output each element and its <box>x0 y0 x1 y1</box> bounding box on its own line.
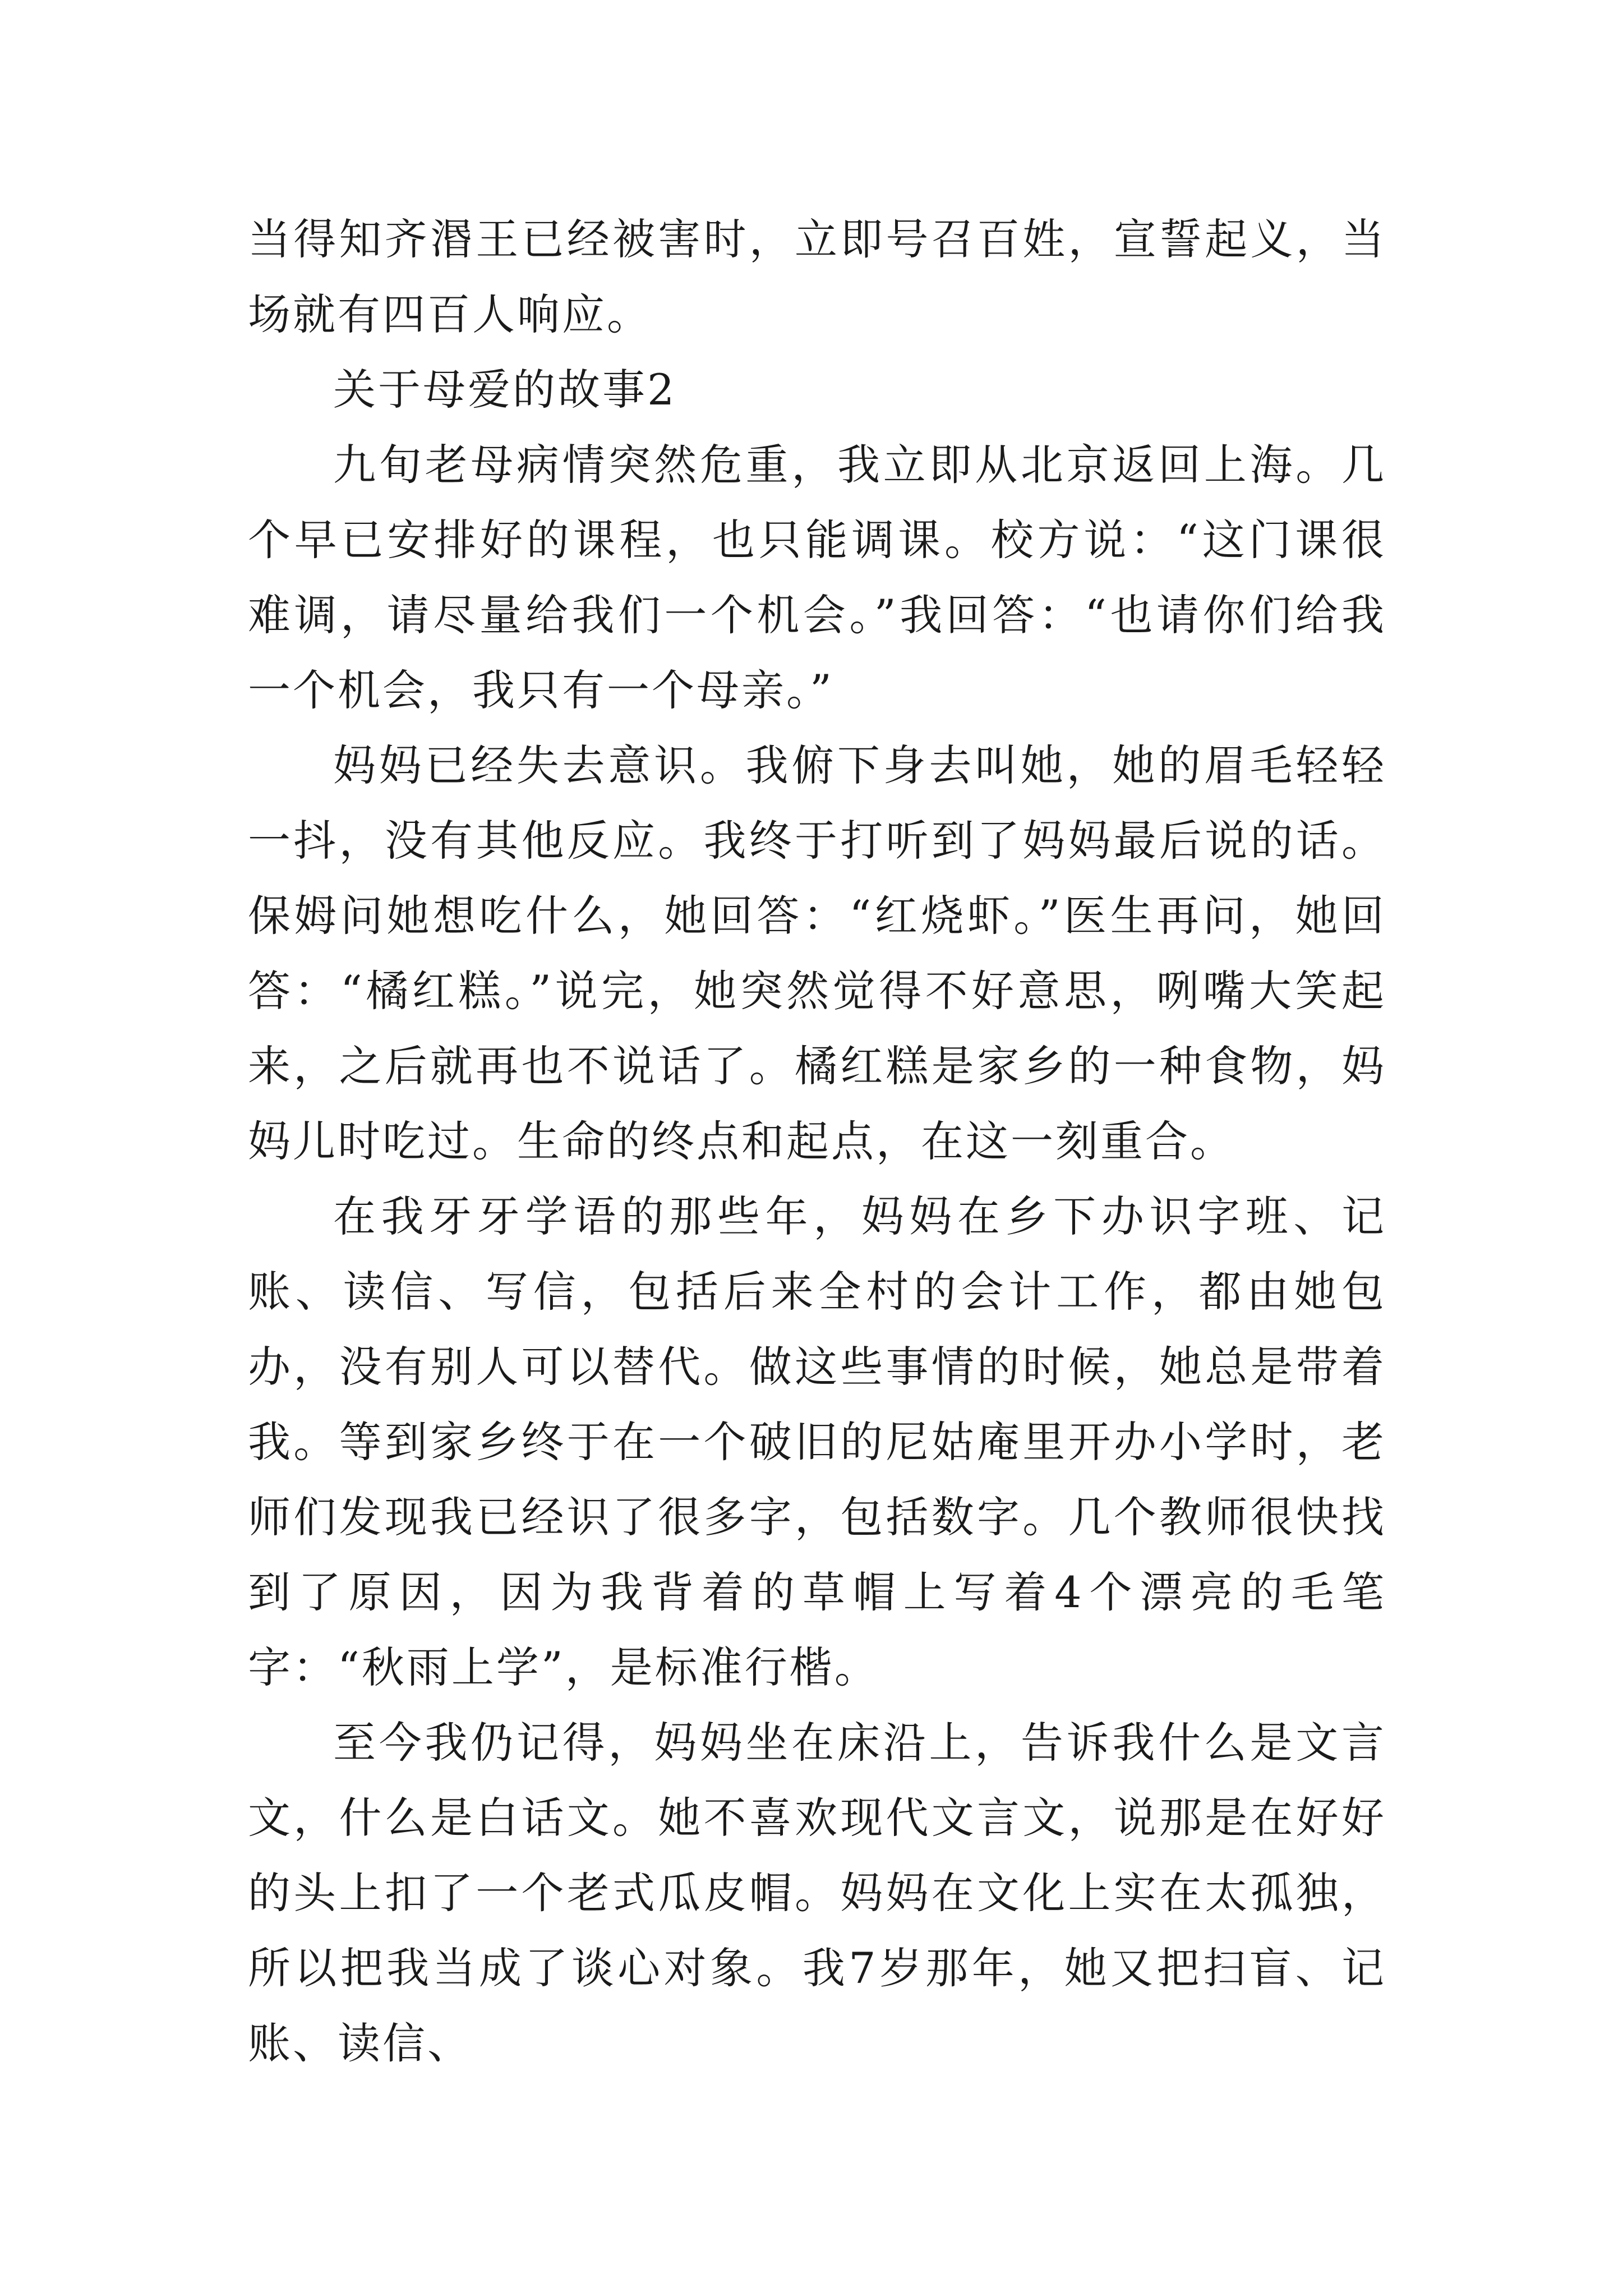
document-body <box>248 202 1386 2081</box>
paragraph-intro-end: 当得知齐湣王已经被害时，立即号召百姓，宣誓起义，当场就有四百人响应。 <box>248 214 1386 339</box>
section-heading: 关于母爱的故事2 <box>333 365 677 415</box>
paragraph: 在我牙牙学语的那些年，妈妈在乡下办识字班、记账、读信、写信，包括后来全村的会计工作，都由她包办，没有别人可以替代。做这些事情的时候，她总是带着我。等到家乡终于在一个破旧的尼姑庵里开办小学时，老师们发现我已经识了很多字，包括数字。几个教师很快找到了原因，因为我背着的草帽上写着4个漂亮的毛笔字：“秋雨上学”，是标准行楷。 <box>248 1191 1386 1692</box>
paragraph: 至今我仍记得，妈妈坐在床沿上，告诉我什么是文言文，什么是白话文。她不喜欢现代文言文，说那是在好好的头上扣了一个老式瓜皮帽。妈妈在文化上实在太孤独，所以把我当成了谈心对象。我7岁那年，她又把扫盲、记账、读信、 <box>248 1718 1386 2068</box>
paragraph: 妈妈已经失去意识。我俯下身去叫她，她的眉毛轻轻一抖，没有其他反应。我终于打听到了妈妈最后说的话。保姆问她想吃什么，她回答：“红烧虾。”医生再问，她回答：“橘红糕。”说完，她突然觉得不好意思，咧嘴大笑起来，之后就再也不说话了。橘红糕是家乡的一种食物，妈妈儿时吃过。生命的终点和起点，在这一刻重合。 <box>248 740 1386 1166</box>
paragraph: 九旬老母病情突然危重，我立即从北京返回上海。几个早已安排好的课程，也只能调课。校方说：“这门课很难调，请尽量给我们一个机会。”我回答：“也请你们给我一个机会，我只有一个母亲。” <box>248 440 1386 715</box>
